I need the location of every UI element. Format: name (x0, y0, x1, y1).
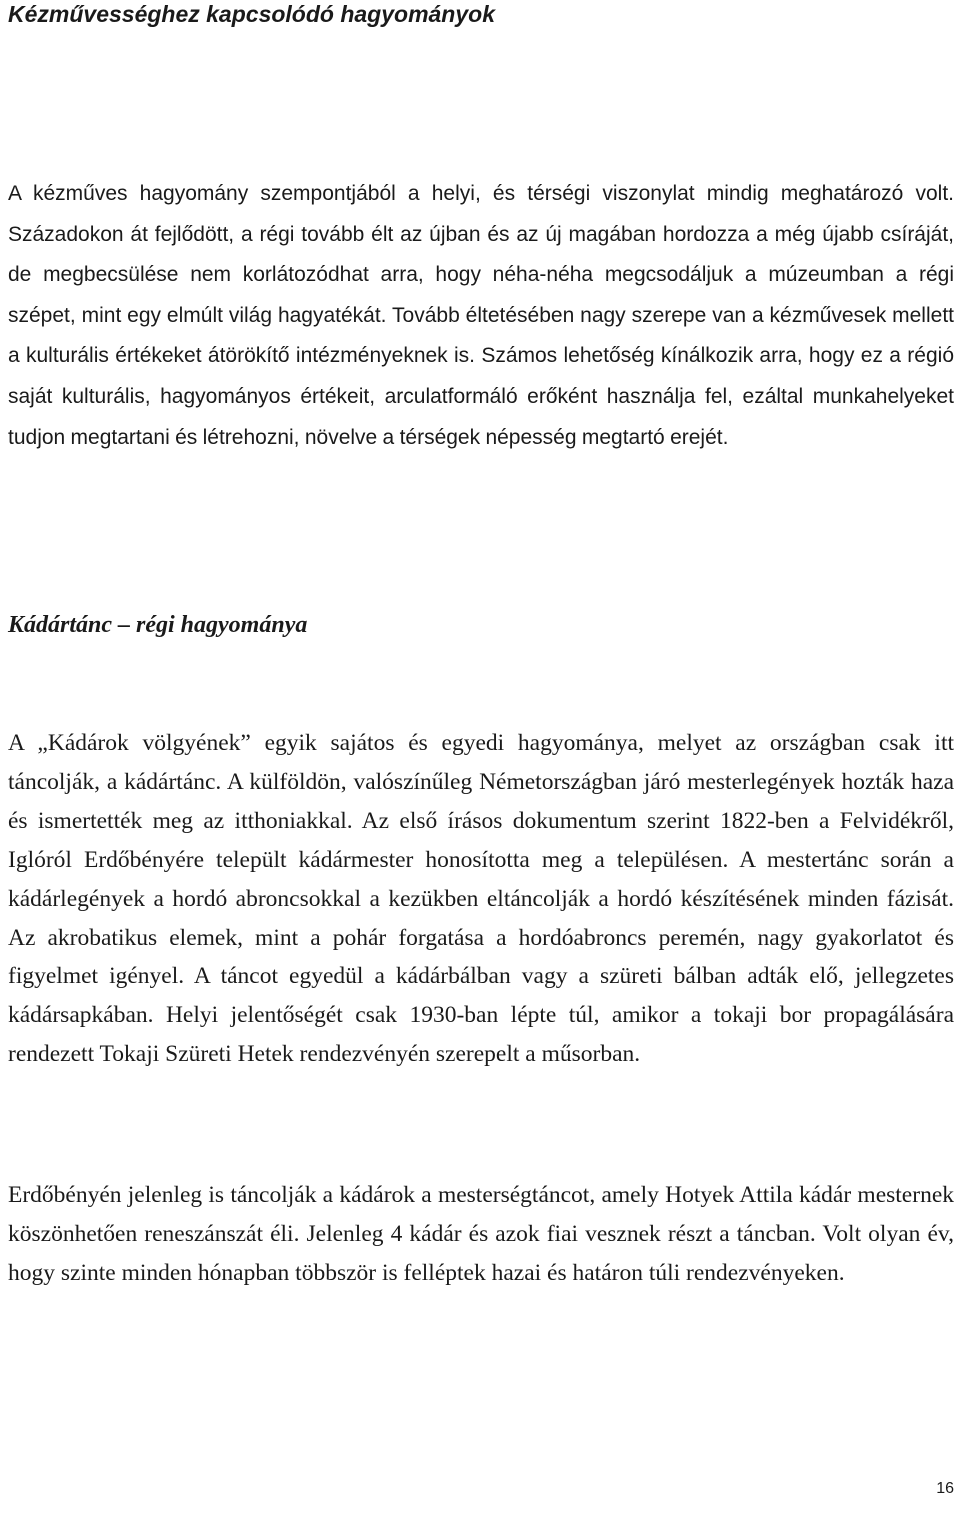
intro-paragraph: A kézműves hagyomány szempontjából a helyi, és térségi viszonylat mindig meghatározó volt. Századokon át fejlődött, a régi tovább élt az újban és az új magában hordozza a még újabb csíráját, de megbecsülése nem korlátozódhat arra, hogy néha-néha megcsodáljuk a múzeumban a régi szépet, mint egy elmúlt világ hagyatékát. Tovább éltetésében nagy szerepe van a kézművesek mellett a kulturális értékeket átörökítő intézményeknek is. Számos lehetőség kínálkozik arra, hogy ez a régió saját kulturális, hagyományos értékeit, arculatformáló erőként használja fel, ezáltal munkahelyeket tudjon megtartani és létrehozni, növelve a térségek népesség megtartó erejét. (8, 182, 954, 449)
body-paragraph: Erdőbényén jelenleg is táncolják a kádárok a mesterségtáncot, amely Hotyek Attila kádár mesternek köszönhetően reneszánszát éli. Jelenleg 4 kádár és azok fiai vesznek részt a táncban. Volt olyan év, hogy szinte minden hónapban többször is felléptek hazai és határon túli rendezvényeken. (8, 1182, 954, 1286)
subsection-title: Kádártánc – régi hagyománya (8, 612, 308, 638)
page-number: 16 (936, 1480, 954, 1497)
body-paragraph: A „Kádárok völgyének” egyik sajátos és egyedi hagyománya, melyet az országban csak itt táncolják, a kádártánc. A külföldön, valószínűleg Németországban járó mesterlegények hozták haza és ismertették meg az itthoniakkal. Az első írásos dokumentum szerint 1822-ben a Felvidékről, Iglóról Erdőbényére települt kádármester honosította meg a településen. A mestertánc során a kádárlegények a hordó abroncsokkal a kezükben eltáncolják a hordó készítésének minden fázisát. Az akrobatikus elemek, mint a pohár forgatása a hordóabroncs peremén, nagy gyakorlatot és figyelmet igényel. A táncot egyedül a kádárbálban vagy a szüreti bálban adták elő, jellegzetes kádársapkában. Helyi jelentőségét csak 1930-ban lépte túl, amikor a tokaji bor propagálására rendezett Tokaji Szüreti Hetek rendezvényén szerepelt a műsorban. (8, 730, 954, 1068)
section-heading: Kézművességhez kapcsolódó hagyományok (8, 1, 495, 27)
